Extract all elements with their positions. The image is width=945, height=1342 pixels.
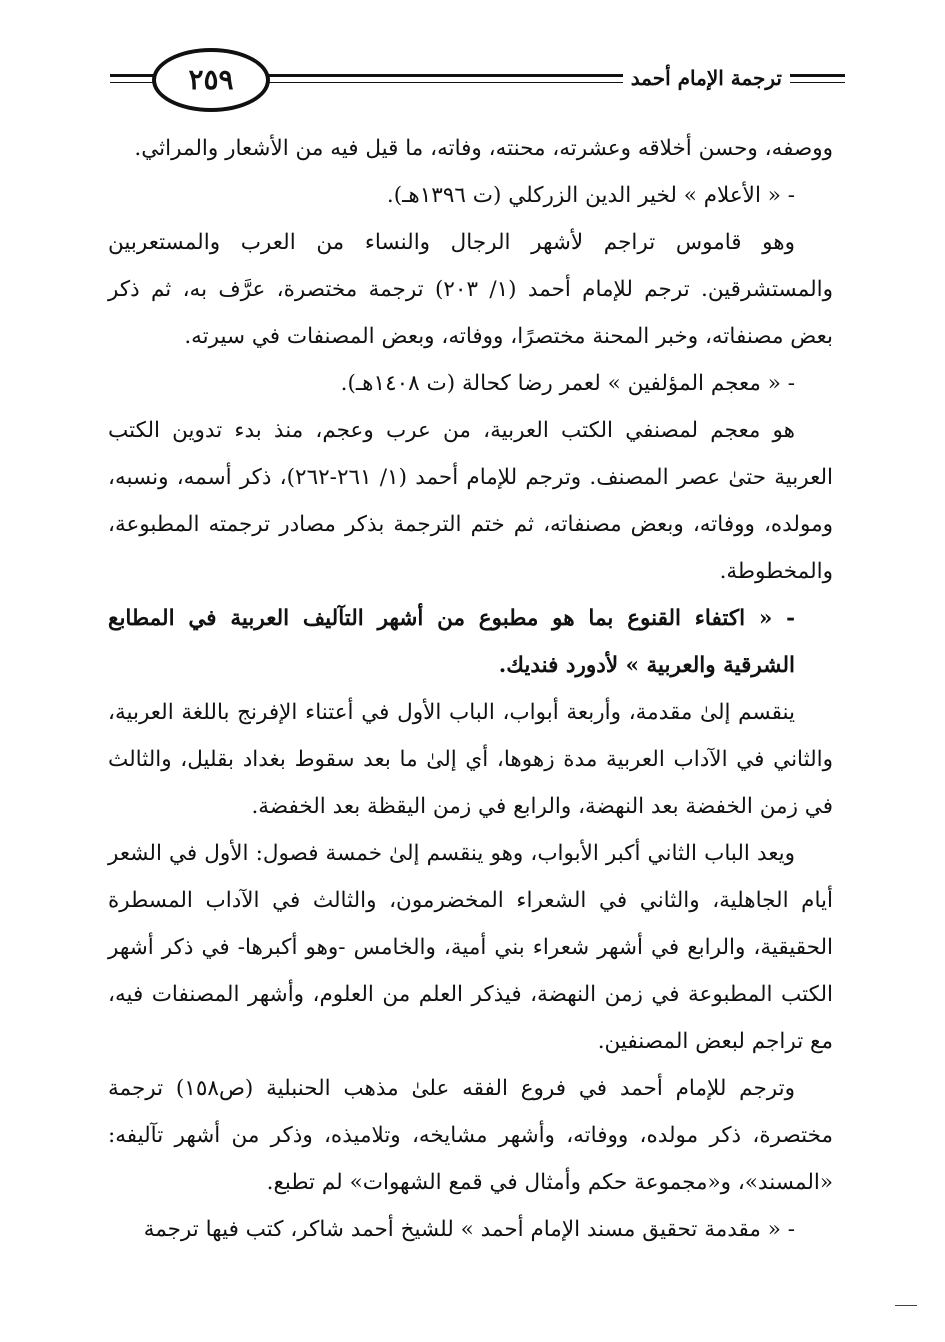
header-rule-left-thin (110, 82, 154, 83)
bullet-item: - « اكتفاء القنوع بما هو مطبوع من أشهر التآليف العربية في المطابع الشرقية والعربية » لأدورد فنديك. (108, 606, 795, 678)
body-text (108, 125, 833, 1253)
running-title: ترجمة الإمام أحمد (623, 66, 790, 90)
paragraph: هو معجم لمصنفي الكتب العربية، من عرب وعجم، منذ بدء تدوين الكتب العربية حتىٰ عصر المصنف. وترجم للإمام أحمد (١/ ٢٦١-٢٦٢)، ذكر أسمه، ونسبه، ومولده، ووفاته، وبعض مصنفاته، ثم ختم الترجمة بذكر مصادر ترجمته المطبوعة، والمخطوطة. (108, 418, 833, 584)
bullet-item: - « معجم المؤلفين » لعمر رضا كحالة (ت ١٤٠٨هـ). (340, 371, 795, 396)
page-number-oval (152, 48, 270, 112)
footer-dash (895, 1305, 917, 1306)
paragraph: وترجم للإمام أحمد في فروع الفقه علىٰ مذهب الحنبلية (ص١٥٨) ترجمة مختصرة، ذكر مولده، ووفاته، وأشهر مشايخه، وتلاميذه، وذكر من أشهر تآليفه: «المسند»، و«مجموعة حكم وأمثال في قمع الشهوات» لم تطبع. (108, 1076, 833, 1195)
header-rule-left-thick (110, 74, 154, 77)
page-number: ٢٥٩ (188, 63, 234, 96)
page-header (110, 48, 845, 118)
paragraph: وهو قاموس تراجم لأشهر الرجال والنساء من العرب والمستعربين والمستشرقين. ترجم للإمام أحمد (١/ ٢٠٣) ترجمة مختصرة، عرَّف به، ثم ذكر بعض مصنفاته، وخبر المحنة مختصرًا، ووفاته، وبعض المصنفات في سيرته. (108, 230, 834, 349)
bullet-item: - « الأعلام » لخير الدين الزركلي (ت ١٣٩٦هـ). (386, 183, 795, 208)
paragraph: ووصفه، وحسن أخلاقه وعشرته، محنته، وفاته، ما قيل فيه من الأشعار والمراثي. (134, 136, 833, 161)
paragraph: ينقسم إلىٰ مقدمة، وأربعة أبواب، الباب الأول في أعتناء الإفرنج باللغة العربية، والثاني في الآداب العربية مدة زهوها، أي إلىٰ ما بعد سقوط بغداد بقليل، والثالث في زمن الخفضة بعد النهضة، والرابع في زمن اليقظة بعد الخفضة. (108, 700, 833, 819)
bullet-item: - « مقدمة تحقيق مسند الإمام أحمد » للشيخ أحمد شاكر، كتب فيها ترجمة (143, 1217, 795, 1242)
paragraph: ويعد الباب الثاني أكبر الأبواب، وهو ينقسم إلىٰ خمسة فصول: الأول في الشعر أيام الجاهلية، والثاني في الشعراء المخضرمون، والثالث في الآداب المسطرة الحقيقية، والرابع في أشهر شعراء بني أمية، والخامس -وهو أكبرها- في ذكر أشهر الكتب المطبوعة في زمن النهضة، فيذكر العلم من العلوم، وأشهر المصنفات فيه، مع تراجم لبعض المصنفين. (108, 841, 833, 1054)
